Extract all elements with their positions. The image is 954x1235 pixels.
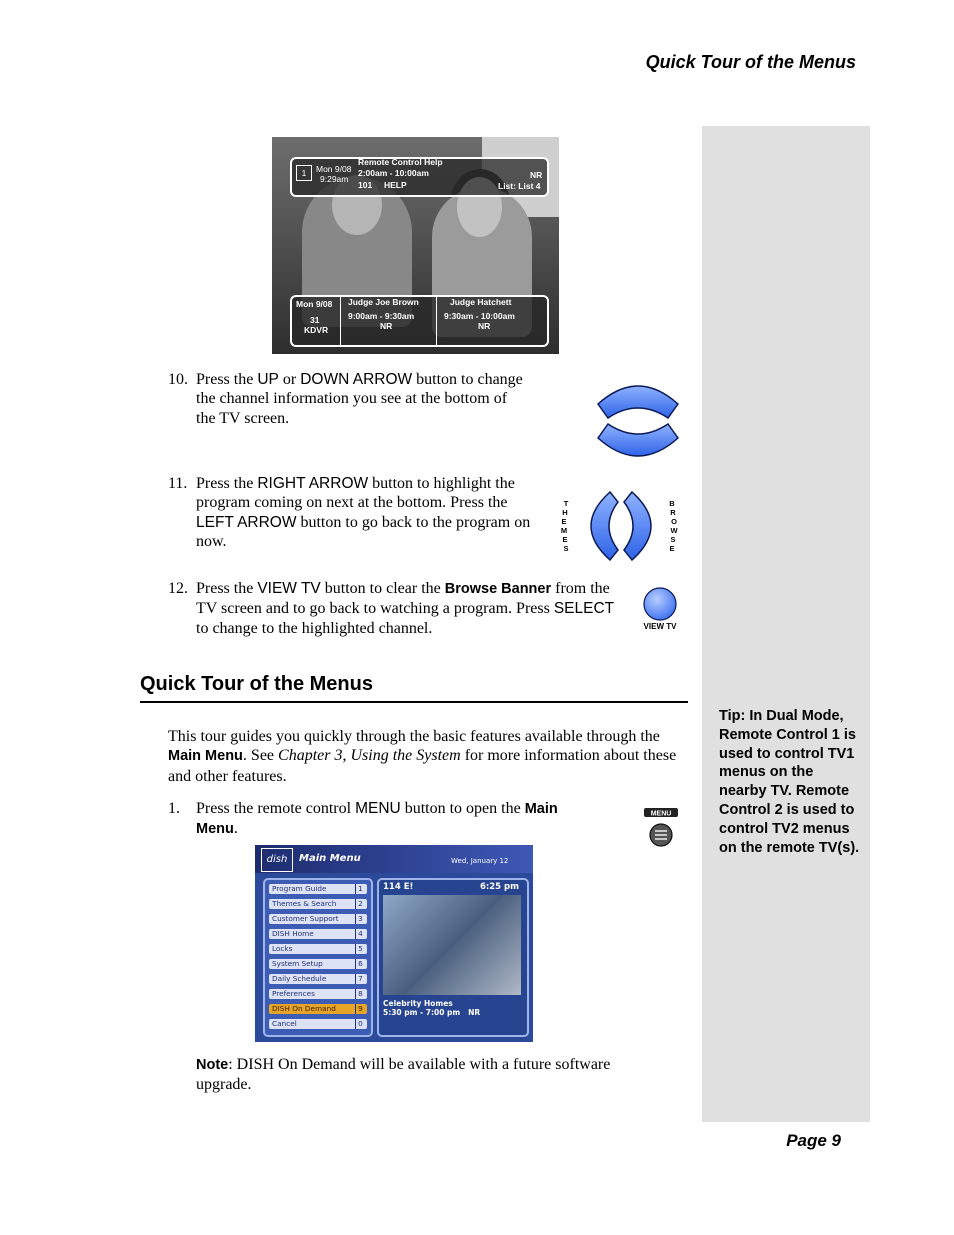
svg-text:S: S bbox=[670, 535, 676, 544]
menu-item-key: 1 bbox=[355, 884, 365, 894]
svg-text:E: E bbox=[561, 517, 567, 526]
menu-item-key: 4 bbox=[355, 929, 365, 939]
sidebar-tip: Tip: In Dual Mode, Remote Control 1 is used to control TV1 menus on the nearby TV. Remote Control 2 is used to control TV2 menus on the remote TV(s). bbox=[719, 708, 860, 856]
menu-item-key: 6 bbox=[355, 959, 365, 969]
menu-item-label: Cancel bbox=[272, 1019, 297, 1028]
svg-text:E: E bbox=[562, 535, 568, 544]
up-down-arrow-icon bbox=[590, 378, 686, 464]
svg-text:MENU: MENU bbox=[650, 810, 672, 818]
menu-item-key: 5 bbox=[355, 944, 365, 954]
menu-item-key: 0 bbox=[355, 1019, 365, 1029]
svg-text:B: B bbox=[669, 499, 675, 508]
preview-panel: 114 E! 6:25 pm Celebrity Homes 5:30 pm - 7:00 pm NR bbox=[377, 878, 529, 1037]
tv-screenshot bbox=[272, 137, 559, 354]
step-12-text: Press the VIEW TV button to clear the Browse Banner from the TV screen and to go back to watching a program. Press SELECT to change to the highlighted channel. bbox=[196, 580, 615, 637]
menu-item-label: Customer Support bbox=[272, 914, 339, 923]
info-banner: 1 Mon 9/08 9:29am Remote Control Help 2:00am - 10:00am 101 HELP NR List: List 4 bbox=[290, 157, 549, 197]
svg-text:H: H bbox=[562, 508, 568, 517]
svg-text:VIEW TV: VIEW TV bbox=[643, 622, 677, 631]
step-number: 12. bbox=[168, 580, 188, 597]
dish-logo: dish bbox=[261, 848, 293, 872]
menu-item-key: 3 bbox=[355, 914, 365, 924]
menu-item-label: DISH Home bbox=[272, 929, 314, 938]
sidebar-panel bbox=[702, 126, 870, 1122]
main-menu-screenshot bbox=[255, 845, 533, 1042]
svg-text:M: M bbox=[560, 526, 568, 535]
left-right-arrow-icon bbox=[556, 486, 686, 566]
browse-banner: Mon 9/08 31 KDVR Judge Joe Brown 9:00am - 9:30am NR Judge Hatchett 9:30am - 10:00am NR bbox=[290, 295, 549, 347]
menu-item-label: System Setup bbox=[272, 959, 323, 968]
menu-item-label: Preferences bbox=[272, 989, 315, 998]
menu-item[interactable] bbox=[269, 884, 367, 894]
menu-item-label: DISH On Demand bbox=[272, 1004, 336, 1013]
step-11-text: Press the RIGHT ARROW button to highlight the program coming on next at the bottom. Press the LEFT ARROW button to go back to the program on now. bbox=[196, 475, 531, 550]
view-tv-button-icon bbox=[640, 587, 684, 633]
menu-item[interactable] bbox=[269, 929, 367, 939]
step-number: 10. bbox=[168, 371, 188, 388]
step-number: 1. bbox=[168, 800, 180, 817]
menu-button-icon bbox=[640, 806, 682, 850]
menu-item-label: Locks bbox=[272, 944, 293, 953]
svg-text:T: T bbox=[563, 499, 569, 508]
menu-item-key: 2 bbox=[355, 899, 365, 909]
preview-image bbox=[383, 895, 521, 995]
menu-item[interactable] bbox=[269, 959, 367, 969]
menu-item-key: 9 bbox=[355, 1004, 365, 1014]
menu-item-label: Themes & Search bbox=[272, 899, 337, 908]
step-1-text: Press the remote control MENU button to open the Main Menu. bbox=[196, 800, 558, 838]
section-rule bbox=[140, 701, 688, 703]
menu-item[interactable] bbox=[269, 914, 367, 924]
svg-text:E: E bbox=[669, 544, 675, 553]
menu-item-key: 7 bbox=[355, 974, 365, 984]
menu-item[interactable] bbox=[269, 899, 367, 909]
running-header: Quick Tour of the Menus bbox=[645, 52, 856, 72]
menu-item[interactable] bbox=[269, 1019, 367, 1029]
step-number: 11. bbox=[168, 475, 188, 492]
main-menu-title: Main Menu bbox=[299, 853, 361, 864]
main-menu-list bbox=[263, 878, 373, 1037]
page-number: Page 9 bbox=[786, 1131, 841, 1150]
svg-text:R: R bbox=[670, 508, 676, 517]
menu-item[interactable] bbox=[269, 989, 367, 999]
svg-text:O: O bbox=[671, 517, 677, 526]
menu-item[interactable] bbox=[269, 974, 367, 984]
menu-item-label: Daily Schedule bbox=[272, 974, 327, 983]
section-heading: Quick Tour of the Menus bbox=[140, 673, 373, 695]
step-10-text: Press the UP or DOWN ARROW button to change the channel information you see at the bottom of the TV screen. bbox=[196, 371, 523, 427]
menu-item-label: Program Guide bbox=[272, 884, 327, 893]
svg-text:S: S bbox=[563, 544, 569, 553]
menu-item[interactable] bbox=[269, 1004, 367, 1014]
menu-item[interactable] bbox=[269, 944, 367, 954]
menu-date: Wed, January 12 bbox=[451, 857, 509, 865]
intro-paragraph: This tour guides you quickly through the basic features available through the Main Menu. See Chapter 3, Using the System for more information about these and other features. bbox=[168, 728, 677, 785]
svg-text:W: W bbox=[670, 526, 678, 535]
menu-item-key: 8 bbox=[355, 989, 365, 999]
note-text: Note: DISH On Demand will be available with a future software upgrade. bbox=[196, 1056, 611, 1094]
